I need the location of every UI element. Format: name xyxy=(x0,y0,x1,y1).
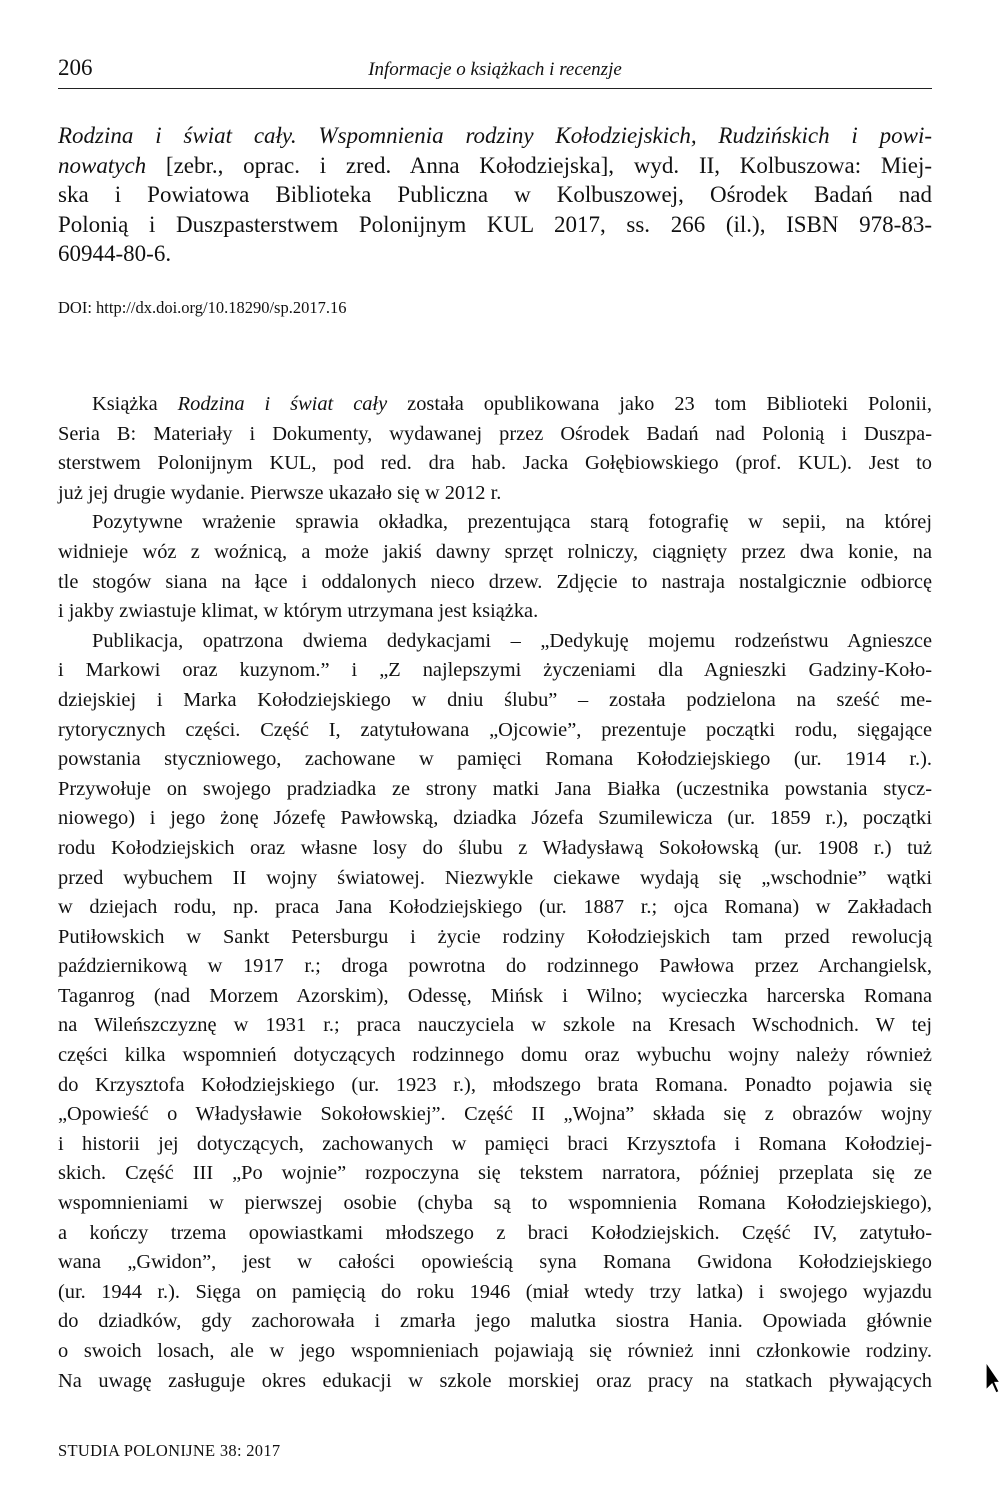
paragraph-line: widnieje wóz z woźnicą, a może jakiś dawny sprzęt rolniczy, ciągnięty przez dwa konie, na xyxy=(58,540,932,563)
text-run: została opublikowana jako 23 tom Biblioteki Polonii, xyxy=(387,393,932,415)
paragraph-line: Na uwagę zasługuje okres edukacji w szkole morskiej oraz pracy na statkach pływających xyxy=(58,1369,932,1392)
paragraph-line: a kończy trzema opowiastkami młodszego z braci Kołodziejskich. Część IV, zatytuło- xyxy=(58,1221,932,1244)
journal-footer: STUDIA POLONIJNE 38: 2017 xyxy=(58,1441,281,1460)
paragraph-line: Pozytywne wrażenie sprawia okładka, prezentująca starą fotografię w sepii, na której xyxy=(92,511,932,534)
paragraph-line: i jakby zwiastuje klimat, w którym utrzymana jest książka. xyxy=(58,600,539,623)
book-title-inline: Rodzina i świat cały xyxy=(177,393,388,415)
paragraph-line: części kilka wspomnień dotyczących rodzinnego domu oraz wybuchu wojny należy również xyxy=(58,1044,932,1067)
paragraph-line: niowego) i jego żonę Józefę Pawłowską, dziadka Józefa Szumilewicza (ur. 1859 r.), początki xyxy=(58,807,932,830)
paragraph-line: październikową w 1917 r.; droga powrotna do rodzinnego Pawłowa przez Archangielsk, xyxy=(58,955,932,978)
running-head: Informacje o książkach i recenzje xyxy=(368,59,622,80)
paragraph-line: na Wileńszczyznę w 1931 r.; praca nauczyciela w szkole na Kresach Wschodnich. W tej xyxy=(58,1014,932,1037)
book-title: Rodzina i świat cały. Wspomnienia rodziny Kołodziejskich, Rudzińskich i powi- xyxy=(58,123,932,148)
paragraph-line: w dziejach rodu, np. praca Jana Kołodziejskiego (ur. 1887 r.; ojca Romana) w Zakładach xyxy=(58,896,932,919)
paragraph-line: do dziadków, gdy zachorowała i zmarła jego malutka siostra Hania. Opowiada głównie xyxy=(58,1310,932,1333)
book-citation xyxy=(58,121,932,269)
paragraph-line: przed wybuchem II wojny światowej. Niezwykle ciekawe wydają się „wschodnie” wątki xyxy=(58,866,932,889)
citation-line xyxy=(58,151,932,181)
paragraph-line: (ur. 1944 r.). Sięga on pamięcią do roku 1946 (miał wtedy trzy latka) i swojego wyjazdu xyxy=(58,1280,932,1303)
paragraph-line: Seria B: Materiały i Dokumenty, wydawanej przez Ośrodek Badań nad Polonią i Duszpa- xyxy=(58,422,932,445)
paragraph-line: wana „Gwidon”, jest w całości opowieścią syna Romana Gwidona Kołodziejskiego xyxy=(58,1251,932,1274)
paragraph-line: sterstwem Polonijnym KUL, pod red. dra hab. Jacka Gołębiowskiego (prof. KUL). Jest to xyxy=(58,452,932,475)
citation-line xyxy=(58,121,932,151)
paragraph-line: Taganrog (nad Morzem Azorskim), Odessę, Mińsk i Wilno; wycieczka harcerska Romana xyxy=(58,984,932,1007)
paragraph-line: powstania styczniowego, zachowane w pamięci Romana Kołodziejskiego (ur. 1914 r.). xyxy=(58,748,932,771)
paragraph-line: wspomnieniami w pierwszej osobie (chyba są to wspomnienia Romana Kołodziejskiego), xyxy=(58,1192,932,1215)
paragraph-line: i historii jej dotyczących, zachowanych w pamięci braci Krzysztofa i Romana Kołodziej- xyxy=(58,1132,932,1155)
paragraph-line: już jej drugie wydanie. Pierwsze ukazało się w 2012 r. xyxy=(58,481,502,504)
paragraph-line: i Markowi oraz kuzynom.” i „Z najlepszymi życzeniami dla Agnieszki Gadziny-Koło- xyxy=(58,659,932,682)
citation-line: ska i Powiatowa Biblioteka Publiczna w Kolbuszowej, Ośrodek Badań nad xyxy=(58,182,932,208)
paragraph-line: skich. Część III „Po wojnie” rozpoczyna się tekstem narratora, później przeplata się ze xyxy=(58,1162,932,1185)
page-header xyxy=(58,52,932,89)
paragraph-line xyxy=(58,390,932,420)
citation-line: 60944-80-6. xyxy=(58,241,172,267)
paragraph-line: o swoich losach, ale w jego wspomnieniach pojawiają się również inni członkowie rodziny. xyxy=(58,1340,932,1362)
page-number: 206 xyxy=(58,55,93,80)
review-body xyxy=(58,390,932,1396)
paragraph-line: Publikacja, opatrzona dwiema dedykacjami – „Dedykuję mojemu rodzeństwu Agnieszce xyxy=(92,629,932,652)
mouse-pointer-icon xyxy=(984,1360,1000,1400)
citation-line: Polonią i Duszpasterstwem Polonijnym KUL 2017, ss. 266 (il.), ISBN 978-83- xyxy=(58,211,932,237)
paragraph-line: „Opowieść o Władysławie Sokołowskiej”. Część II „Wojna” składa się z obrazów wojny xyxy=(58,1103,932,1126)
paragraph-line: tle stogów siana na łące i oddalonych nieco drzew. Zdjęcie to nastraja nostalgicznie odbiorcę xyxy=(58,570,932,593)
paragraph-line: Przywołuje on swojego pradziadka ze strony matki Jana Białka (uczestnika powstania stycz- xyxy=(58,777,932,800)
paragraph-line: do Krzysztofa Kołodziejskiego (ur. 1923 r.), młodszego brata Romana. Ponadto pojawia się xyxy=(58,1073,932,1096)
paragraph-line: rodu Kołodziejskich oraz własne losy do ślubu z Władysławą Sokołowską (ur. 1908 r.) tuż xyxy=(58,836,932,859)
citation-text: [zebr., oprac. i zred. Anna Kołodziejska], wyd. II, Kolbuszowa: Miej- xyxy=(146,152,932,178)
paragraph-line: Putiłowskich w Sankt Petersburgu i życie rodziny Kołodziejskich tam przed rewolucją xyxy=(58,925,932,948)
book-title-cont: nowatych xyxy=(58,152,147,178)
text-run: Książka xyxy=(92,393,178,415)
doi-link[interactable]: DOI: http://dx.doi.org/10.18290/sp.2017.16 xyxy=(58,298,347,317)
paragraph-line: dziejskiej i Marka Kołodziejskiego w dniu ślubu” – została podzielona na sześć me- xyxy=(58,688,932,711)
paragraph-line: rytorycznych części. Część I, zatytułowana „Ojcowie”, prezentuje początki rodu, sięgające xyxy=(58,718,932,741)
